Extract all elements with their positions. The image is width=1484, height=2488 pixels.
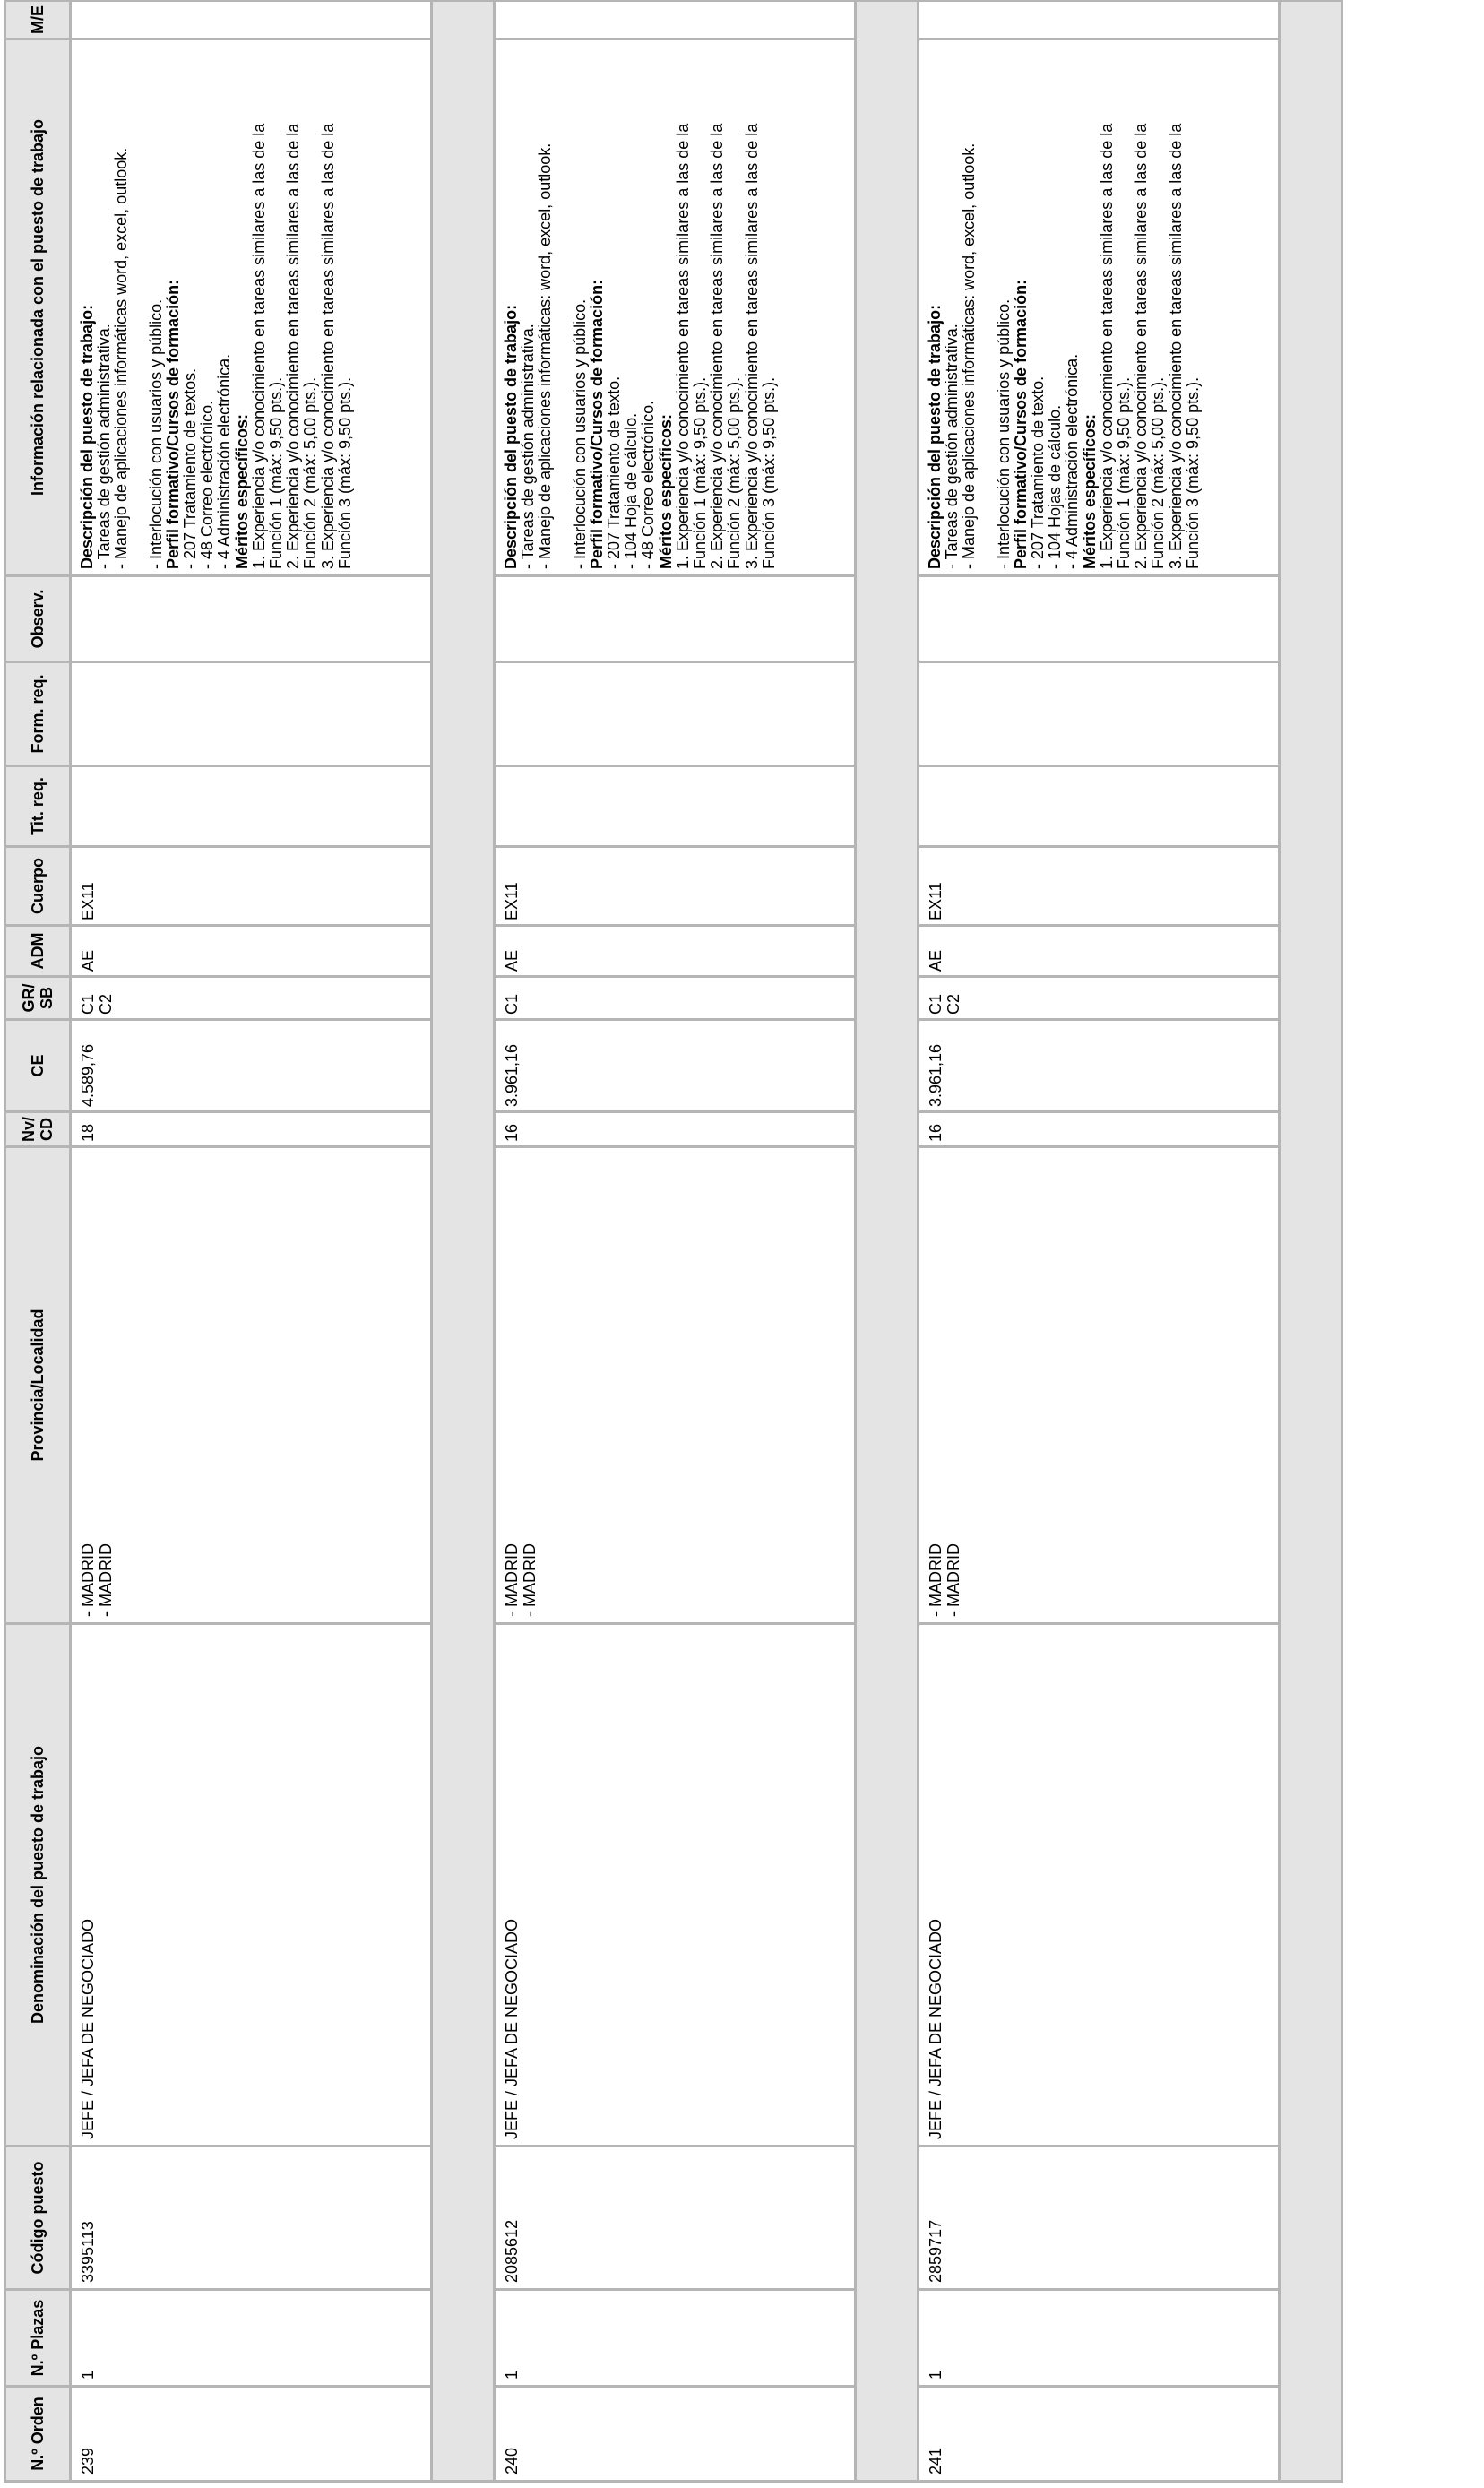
cell-adm: AE: [495, 926, 856, 977]
puestos-table: [4, 0, 1343, 2483]
info-desc-1: - Tareas de gestión administrativa.: [943, 324, 962, 569]
info-desc-1: - Tareas de gestión administrativa.: [95, 324, 114, 569]
spacer-row: [432, 1, 495, 2482]
info-merito-2b: Función 2 (máx: 5,00 pts.).: [725, 376, 744, 569]
cell-provincia: [495, 1147, 856, 1624]
info-merito-2a: 2. Experiencia y/o conocimiento en tareas similares a las de la: [708, 123, 727, 569]
info-merito-3b: Función 3 (máx: 9,50 pts.).: [1183, 376, 1202, 569]
header-grupo: GR/ SB: [5, 977, 71, 1020]
info-desc-2: - Manejo de aplicaciones informáticas: word, excel, outlook.: [536, 143, 555, 569]
info-merito-2b: Función 2 (máx: 5,00 pts.).: [301, 376, 320, 569]
cell-observaciones: [71, 576, 432, 662]
info-merito-2a: 2. Experiencia y/o conocimiento en tareas similares a las de la: [284, 123, 303, 569]
info-curso-2: - 104 Hojas de cálculo.: [1046, 404, 1065, 569]
info-curso-2: - 104 Hoja de cálculo.: [622, 412, 641, 569]
info-desc-heading: Descripción del puesto de trabajo:: [926, 304, 944, 569]
info-desc-heading: Descripción del puesto de trabajo:: [502, 304, 520, 569]
cell-informacion: [919, 39, 1280, 576]
info-merito-3a: 3. Experiencia y/o conocimiento en tareas similares a las de la: [318, 123, 337, 569]
info-gap: [131, 46, 148, 569]
header-nivel: Nv/ CD: [5, 1112, 71, 1147]
grupo-1: C1: [927, 993, 945, 1015]
spacer-cell: [432, 1, 495, 2482]
info-desc-3: - Interlocución con usuarios y público.: [994, 298, 1013, 569]
info-perfil-heading: Perfil formativo/Cursos de formación:: [163, 279, 182, 569]
header-observaciones: Observ.: [5, 576, 71, 662]
cell-orden: 239: [71, 2387, 432, 2482]
grupo-1: C1: [79, 993, 97, 1015]
info-desc-heading: Descripción del puesto de trabajo:: [78, 304, 96, 569]
info-merito-3a: 3. Experiencia y/o conocimiento en tareas similares a las de la: [742, 123, 761, 569]
cell-ce: 4.589,76: [71, 1020, 432, 1112]
header-row: [5, 1, 71, 2482]
info-desc-2: - Manejo de aplicaciones informáticas word, excel, outlook.: [112, 147, 131, 569]
cell-observaciones: [495, 576, 856, 662]
localidad-text: - MADRID: [97, 1543, 115, 1617]
header-codigo: Código puesto: [5, 2147, 71, 2290]
header-denominacion: Denominación del puesto de trabajo: [5, 1624, 71, 2147]
provincia-text: - MADRID: [503, 1543, 521, 1617]
info-curso-1: - 207 Tratamiento de textos.: [181, 367, 200, 569]
info-gap: [555, 46, 572, 569]
cell-me: [919, 1, 1280, 39]
cell-informacion: [71, 39, 432, 576]
cell-informacion: [495, 39, 856, 576]
cell-cuerpo: EX11: [71, 847, 432, 926]
grupo-1: C1: [503, 993, 521, 1015]
info-curso-3: - 4 Administración electrónica.: [1063, 353, 1082, 569]
grupo-2: C2: [97, 993, 115, 1015]
cell-cuerpo: EX11: [495, 847, 856, 926]
info-curso-3: - 48 Correo electrónico.: [639, 400, 658, 569]
info-merito-1b: Función 1 (máx: 9,50 pts.).: [691, 376, 710, 569]
cell-me: [495, 1, 856, 39]
header-orden: N.º Orden: [5, 2387, 71, 2482]
cell-nivel: 16: [919, 1112, 1280, 1147]
info-merito-2b: Función 2 (máx: 5,00 pts.).: [1149, 376, 1168, 569]
localidad-text: - MADRID: [945, 1543, 962, 1617]
info-gap: [979, 46, 996, 569]
info-merito-1b: Función 1 (máx: 9,50 pts.).: [1115, 376, 1134, 569]
localidad-text: - MADRID: [521, 1543, 539, 1617]
cell-provincia: [919, 1147, 1280, 1624]
cell-me: [71, 1, 432, 39]
cell-orden: 240: [495, 2387, 856, 2482]
spacer-cell: [856, 1, 919, 2482]
cell-titulacion: [495, 766, 856, 847]
cell-orden: 241: [919, 2387, 1280, 2482]
cell-plazas: 1: [919, 2290, 1280, 2387]
table-row: [495, 1, 856, 2482]
info-meritos-heading: Méritos específicos:: [232, 413, 251, 569]
header-cuerpo: Cuerpo: [5, 847, 71, 926]
info-merito-3b: Función 3 (máx: 9,50 pts.).: [759, 376, 778, 569]
cell-denominacion: JEFE / JEFA DE NEGOCIADO: [71, 1624, 432, 2147]
info-perfil-heading: Perfil formativo/Cursos de formación:: [1011, 279, 1030, 569]
header-me: M/E: [5, 1, 71, 39]
cell-plazas: 1: [495, 2290, 856, 2387]
info-merito-2a: 2. Experiencia y/o conocimiento en tareas similares a las de la: [1132, 123, 1151, 569]
info-desc-2: - Manejo de aplicaciones informáticas: word, excel, outlook.: [960, 143, 979, 569]
cell-ce: 3.961,16: [495, 1020, 856, 1112]
cell-provincia: [71, 1147, 432, 1624]
info-merito-3b: Función 3 (máx: 9,50 pts.).: [335, 376, 354, 569]
info-merito-1a: 1. Experiencia y/o conocimiento en tareas similares a las de la: [673, 123, 692, 569]
info-curso-2: - 48 Correo electrónico.: [198, 400, 217, 569]
header-plazas: N.º Plazas: [5, 2290, 71, 2387]
info-merito-1a: 1. Experiencia y/o conocimiento en tareas similares a las de la: [249, 123, 268, 569]
cell-ce: 3.961,16: [919, 1020, 1280, 1112]
cell-adm: AE: [71, 926, 432, 977]
cell-observaciones: [919, 576, 1280, 662]
info-merito-3a: 3. Experiencia y/o conocimiento en tareas similares a las de la: [1166, 123, 1185, 569]
header-formacion: Form. req.: [5, 662, 71, 766]
cell-codigo: 2085612: [495, 2147, 856, 2290]
spacer-cell: [1280, 1, 1342, 2482]
spacer-row: [1280, 1, 1342, 2482]
header-adm: ADM: [5, 926, 71, 977]
cell-nivel: 18: [71, 1112, 432, 1147]
cell-denominacion: JEFE / JEFA DE NEGOCIADO: [919, 1624, 1280, 2147]
spacer-row: [856, 1, 919, 2482]
table-row: [919, 1, 1280, 2482]
info-curso-3: - 4 Administración electrónica.: [215, 353, 234, 569]
info-desc-3: - Interlocución con usuarios y público.: [570, 298, 589, 569]
cell-cuerpo: EX11: [919, 847, 1280, 926]
header-informacion: Información relacionada con el puesto de trabajo: [5, 39, 71, 576]
provincia-text: - MADRID: [79, 1543, 97, 1617]
cell-formacion: [495, 662, 856, 766]
info-curso-1: - 207 Tratamiento de texto.: [605, 376, 624, 569]
header-ce: CE: [5, 1020, 71, 1112]
table-row: [71, 1, 432, 2482]
info-meritos-heading: Méritos específicos:: [1080, 413, 1099, 569]
cell-titulacion: [71, 766, 432, 847]
info-curso-1: - 207 Tratamiento de texto.: [1029, 376, 1048, 569]
cell-denominacion: JEFE / JEFA DE NEGOCIADO: [495, 1624, 856, 2147]
cell-adm: AE: [919, 926, 1280, 977]
info-desc-3: - Interlocución con usuarios y público.: [146, 298, 165, 569]
header-titulacion: Tit. req.: [5, 766, 71, 847]
cell-grupo: [919, 977, 1280, 1020]
cell-formacion: [71, 662, 432, 766]
info-merito-1b: Función 1 (máx: 9,50 pts.).: [267, 376, 286, 569]
cell-plazas: 1: [71, 2290, 432, 2387]
provincia-text: - MADRID: [927, 1543, 945, 1617]
cell-nivel: 16: [495, 1112, 856, 1147]
info-merito-1a: 1. Experiencia y/o conocimiento en tareas similares a las de la: [1097, 123, 1116, 569]
cell-titulacion: [919, 766, 1280, 847]
info-meritos-heading: Méritos específicos:: [656, 413, 675, 569]
cell-formacion: [919, 662, 1280, 766]
info-desc-1: - Tareas de gestión administrativa.: [519, 324, 538, 569]
cell-codigo: 2859717: [919, 2147, 1280, 2290]
cell-codigo: 3395113: [71, 2147, 432, 2290]
info-perfil-heading: Perfil formativo/Cursos de formación:: [587, 279, 606, 569]
grupo-2: C2: [945, 993, 962, 1015]
cell-grupo: [495, 977, 856, 1020]
cell-grupo: [71, 977, 432, 1020]
header-provincia: Provincia/Localidad: [5, 1147, 71, 1624]
